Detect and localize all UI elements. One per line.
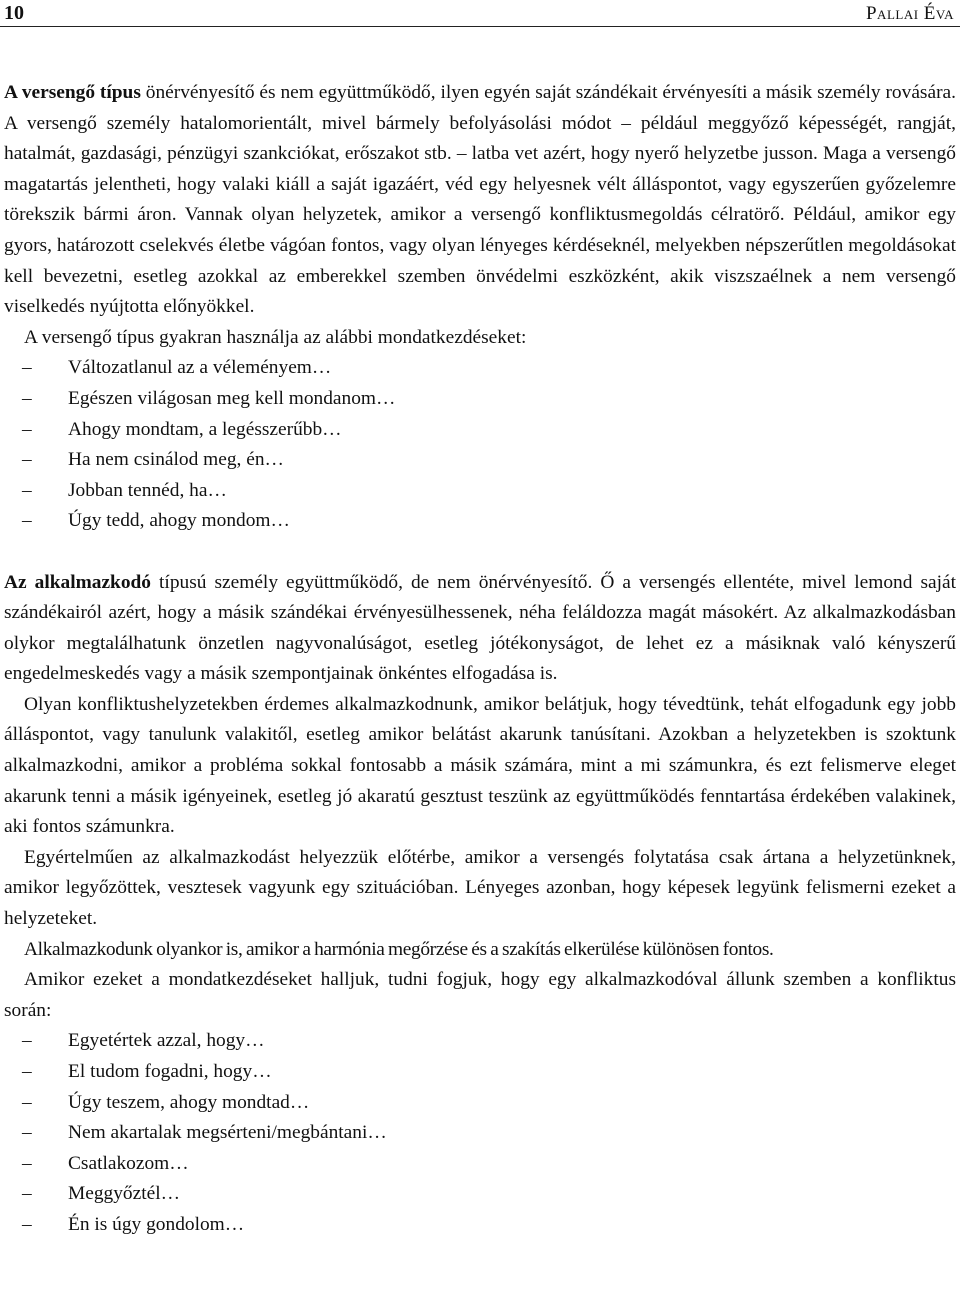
accommodating-phrases-list xyxy=(4,1026,956,1240)
dash-marker: – xyxy=(22,1061,32,1082)
accommodating-type-paragraph xyxy=(4,568,956,690)
list-item-text: Úgy tedd, ahogy mondom… xyxy=(68,510,290,532)
running-head-author: Pallai Éva xyxy=(865,3,954,24)
competing-type-description: önérvényesítő és nem együttműködő, ilyen egyén saját szándékait érvényesíti a másik személy rovására. A versengő személy hatalomorientált, mivel bármely befolyásolási módot – például meggyőző képességét, rangját, hatalmát, gazdasági, pénzügyi szankciókat, erőszakot stb. – latba vet azért, hogy nyerő helyzetbe jusson. Maga a versengő magatartás jelentheti, hogy valaki kiáll a saját igazáért, véd egy helyesnek vélt álláspontot, vagy egyszerűen győzelemre törekszik bármi áron. Vannak olyan helyzetek, amikor a versengő konfliktusmegoldás célratörő. Például, amikor egy gyors, határozott cselekvés életbe vágóan fontos, vagy olyan lényeges kérdéseknél, melyekben népszerűtlen megoldásokat kell bevezetni, esetleg azokkal az emberekkel szemben önvédelmi eszközként, akik viszszaélnek a nem versengő viselkedés nyújtotta előnyökkel. xyxy=(4,82,956,318)
accommodating-harmony-paragraph: Alkalmazkodunk olyankor is, amikor a harmónia megőrzése és a szakítás elkerülése különösen fontos. xyxy=(24,938,774,960)
running-header xyxy=(0,0,960,27)
list-item-text: Meggyőztél… xyxy=(68,1183,181,1205)
list-item-text: Nem akartalak megsérteni/megbántani… xyxy=(68,1122,387,1144)
list-item xyxy=(22,1118,956,1149)
competing-type-term: A versengő típus xyxy=(4,82,141,103)
list-item-text: Egyetértek azzal, hogy… xyxy=(68,1030,265,1052)
accommodating-situations-paragraph: Olyan konfliktushelyzetekben érdemes alkalmazkodnunk, amikor belátjuk, hogy tévedtünk, tehát elfogadunk egy jobb álláspontot, vagy tanulunk valakitől, esetleg amikor belátást akarunk tanúsítani. Azokban a helyzetekben is szoktunk alkalmazkodni, amikor a probléma sokkal fontosabb a másik számára, mint a mi számunkra, és ezt felismerve eleget akarunk tenni a másik igényeinek, esetleg jó akaratú gesztust teszünk az együttműködés fenntartása érdekében valakinek, aki fontos számunkra. xyxy=(4,693,956,838)
list-item xyxy=(22,1088,956,1119)
list-item xyxy=(22,445,956,476)
dash-marker: – xyxy=(22,479,32,501)
dash-marker: – xyxy=(22,1091,32,1113)
accommodating-type-term: Az alkalmazkodó xyxy=(4,571,152,593)
body-text xyxy=(4,78,956,1241)
list-item-text: El tudom fogadni, hogy… xyxy=(68,1061,272,1082)
list-item xyxy=(22,476,956,507)
list-item-text: Ahogy mondtam, a legésszerűbb… xyxy=(68,418,342,440)
list-item xyxy=(22,415,956,446)
list-item-text: Ha nem csinálod meg, én… xyxy=(68,449,284,471)
dash-marker: – xyxy=(22,1152,32,1174)
competing-type-paragraph xyxy=(4,78,956,323)
list-item xyxy=(22,1026,956,1057)
list-item xyxy=(22,1210,956,1241)
dash-marker: – xyxy=(22,1030,32,1052)
dash-marker: – xyxy=(22,418,32,440)
dash-marker: – xyxy=(22,449,32,471)
list-item-text: Én is úgy gondolom… xyxy=(68,1213,245,1235)
list-item-text: Jobban tennéd, ha… xyxy=(68,479,227,501)
accommodating-type-description: típusú személy együttműködő, de nem önérvényesítő. Ő a versengés ellentéte, mivel lemond saját szándékairól azért, hogy a másik szándékai érvényesülhessenek, néha feláldozza magát másokért. Az alkalmazkodásban olykor megtalálhatunk önzetlen nagyvonalúságot, esetleg jótékonyságot, de lehet ez a másiknak való kényszerű engedelmeskedés vagy a másik szempontjainak önkéntes elfogadása is. xyxy=(4,571,956,685)
list-item-text: Egészen világosan meg kell mondanom… xyxy=(68,387,396,409)
accommodating-phrases-intro: Amikor ezeket a mondatkezdéseket halljuk, tudni fogjuk, hogy egy alkalmazkodóval állunk szemben a konfliktus során: xyxy=(4,969,956,1021)
list-item xyxy=(22,1149,956,1180)
list-item-text: Változatlanul az a véleményem… xyxy=(68,357,332,379)
accommodating-priority-paragraph: Egyértelműen az alkalmazkodást helyezzük előtérbe, amikor a versengés folytatása csak ártana a helyzetünknek, amikor legyőzöttek, vesztesek vagyunk egy szituációban. Lényeges azonban, hogy képesek legyünk felismerni ezeket a helyzeteket. xyxy=(4,846,956,930)
dash-marker: – xyxy=(22,357,32,379)
competing-phrases-list xyxy=(4,353,956,537)
list-item xyxy=(22,506,956,537)
dash-marker: – xyxy=(22,1213,32,1235)
list-item-text: Úgy teszem, ahogy mondtad… xyxy=(68,1091,310,1113)
list-item xyxy=(22,384,956,415)
list-item-text: Csatlakozom… xyxy=(68,1152,189,1174)
competing-phrases-intro: A versengő típus gyakran használja az alábbi mondatkezdéseket: xyxy=(24,326,527,348)
dash-marker: – xyxy=(22,1122,32,1144)
section-gap xyxy=(4,537,956,568)
dash-marker: – xyxy=(22,510,32,532)
list-item xyxy=(22,1179,956,1210)
list-item xyxy=(22,353,956,384)
dash-marker: – xyxy=(22,1183,32,1205)
page-number: 10 xyxy=(4,2,24,24)
dash-marker: – xyxy=(22,387,32,409)
list-item xyxy=(22,1057,956,1088)
